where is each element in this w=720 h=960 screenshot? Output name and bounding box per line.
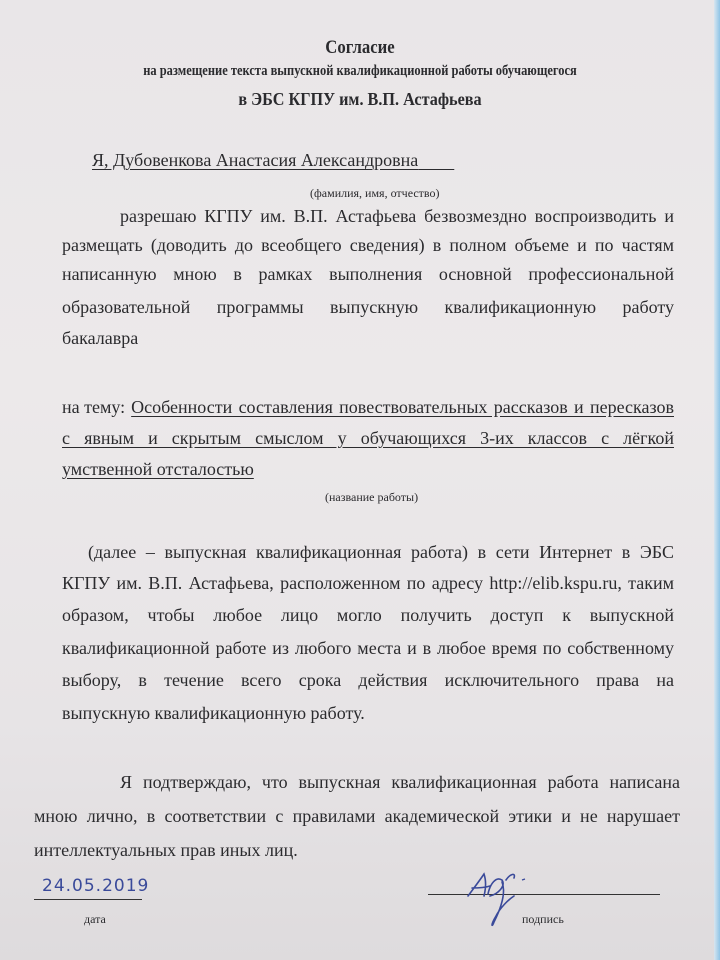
document-title: Согласие	[325, 37, 395, 58]
access-line: образом, чтобы любое лицо могло получить доступ к выпускной	[62, 605, 674, 625]
access-line: квалификационной работе из любого места и в любое время по собственному	[62, 638, 674, 658]
access-line: выпускную квалификационную работу.	[62, 703, 365, 723]
document-subtitle-institution: в ЭБС КГПУ им. В.П. Астафьева	[238, 89, 482, 109]
topic-caption: (название работы)	[325, 490, 419, 504]
topic-line	[62, 397, 674, 418]
permission-line: бакалавра	[62, 328, 139, 348]
confirm-line: Я подтверждаю, что выпускная квалификационная работа написана	[120, 772, 680, 792]
signature-caption: подпись	[522, 912, 564, 926]
date-value: 24.05.2019	[42, 876, 150, 896]
topic-text: с явным и скрытым смыслом у обучающихся 3-их классов с лёгкой	[62, 428, 674, 448]
date-caption: дата	[84, 912, 106, 926]
topic-prefix: на тему:	[62, 397, 126, 417]
permission-line: размещать (доводить до всеобщего сведения) в полном объеме и по частям	[62, 235, 674, 255]
confirm-line: мною лично, в соответствии с правилами академической этики и не нарушает	[34, 806, 680, 826]
name-caption: (фамилия, имя, отчество)	[310, 186, 440, 200]
permission-line: написанную мною в рамках выполнения основной профессиональной	[62, 264, 674, 284]
full-name: Я, Дубовенкова Анастасия Александровна	[92, 150, 419, 170]
date-underline	[34, 899, 142, 900]
document-subtitle: на размещение текста выпускной квалификационной работы обучающегося	[143, 63, 577, 79]
permission-line: разрешаю КГПУ им. В.П. Астафьева безвозмездно воспроизводить и	[120, 206, 674, 226]
topic-text: Особенности составления повествовательных рассказов и пересказов	[131, 397, 674, 417]
access-line: (далее – выпускная квалификационная работа) в сети Интернет в ЭБС	[88, 542, 674, 562]
topic-text: умственной отсталостью	[62, 459, 254, 479]
page-edge	[714, 0, 720, 960]
access-line: выбору, в течение всего срока действия исключительного права на	[62, 670, 674, 690]
confirm-line: интеллектуальных прав иных лиц.	[34, 840, 298, 860]
name-line	[92, 150, 454, 171]
permission-line: образовательной программы выпускную квалификационную работу	[62, 297, 674, 317]
access-line: КГПУ им. В.П. Астафьева, расположенном по адресу http://elib.kspu.ru, таким	[62, 573, 674, 593]
